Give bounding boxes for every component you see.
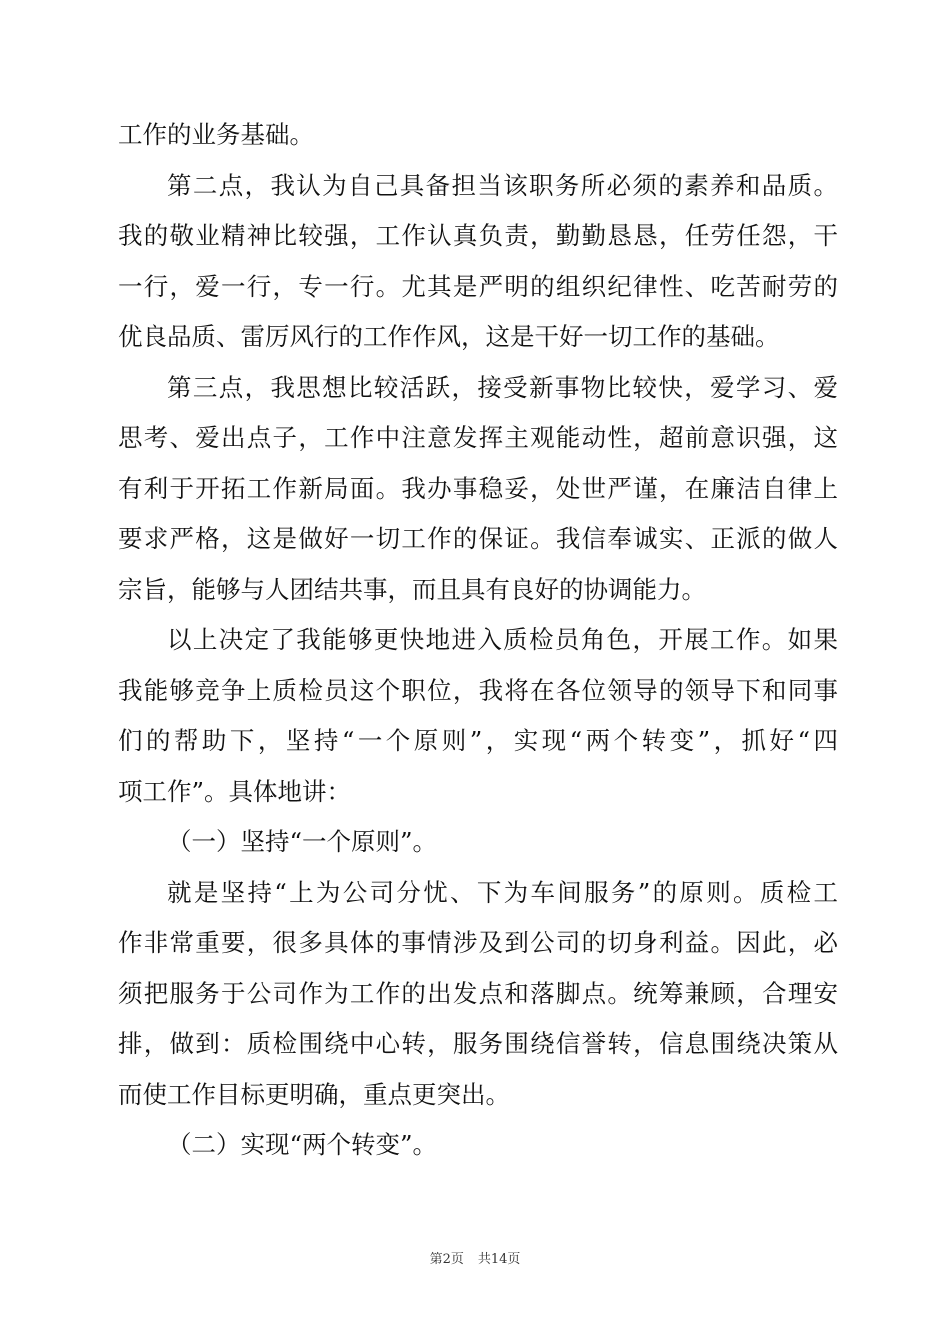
text-line: 们的帮助下，坚持“一个原则”，实现“两个转变”，抓好“四 (118, 726, 838, 755)
text-line: 而使工作目标更明确，重点更突出。 (118, 1079, 510, 1109)
document-body (118, 110, 838, 1171)
text-line: 就是坚持“上为公司分忧、下为车间服务”的原则。质检工 (167, 877, 838, 907)
page-number: 第2页 (429, 1252, 464, 1267)
text-line: 我能够竞争上质检员这个职位，我将在各位领导的领导下和同事 (118, 675, 838, 705)
text-line: 作非常重要，很多具体的事情涉及到公司的切身利益。因此，必 (118, 928, 838, 957)
text-line: 宗旨，能够与人团结共事，而且具有良好的协调能力。 (118, 574, 706, 604)
text-line: 须把服务于公司作为工作的出发点和落脚点。统筹兼顾，合理安 (118, 978, 838, 1008)
text-line: 一行，爱一行，专一行。尤其是严明的组织纪律性、吃苦耐劳的 (118, 271, 838, 301)
text-line: 项工作”。具体地讲： (118, 776, 352, 806)
text-line: 我的敬业精神比较强，工作认真负责，勤勤恳恳，任劳任怨，干 (118, 221, 838, 250)
text-line: 优良品质、雷厉风行的工作作风，这是干好一切工作的基础。 (118, 322, 780, 351)
text-line: 第二点，我认为自己具备担当该职务所必须的素养和品质。 (167, 170, 838, 200)
section-heading: （二）实现“两个转变”。 (167, 1130, 438, 1159)
text-line: 排，做到：质检围绕中心转，服务围绕信誉转，信息围绕决策从 (118, 1029, 838, 1058)
text-line: 要求严格，这是做好一切工作的保证。我信奉诚实、正派的做人 (118, 524, 838, 553)
section-heading: （一）坚持“一个原则”。 (167, 827, 438, 856)
text-line: 第三点，我思想比较活跃，接受新事物比较快，爱学习、爱 (167, 372, 838, 402)
text-line: 思考、爱出点子，工作中注意发挥主观能动性，超前意识强，这 (118, 423, 838, 452)
page-footer (0, 1248, 950, 1267)
text-line: 工作的业务基础。 (118, 120, 314, 149)
text-line: 以上决定了我能够更快地进入质检员角色，开展工作。如果 (167, 625, 838, 654)
text-line: 有利于开拓工作新局面。我办事稳妥，处世严谨，在廉洁自律上 (118, 473, 838, 503)
page-total: 共14页 (477, 1252, 521, 1267)
